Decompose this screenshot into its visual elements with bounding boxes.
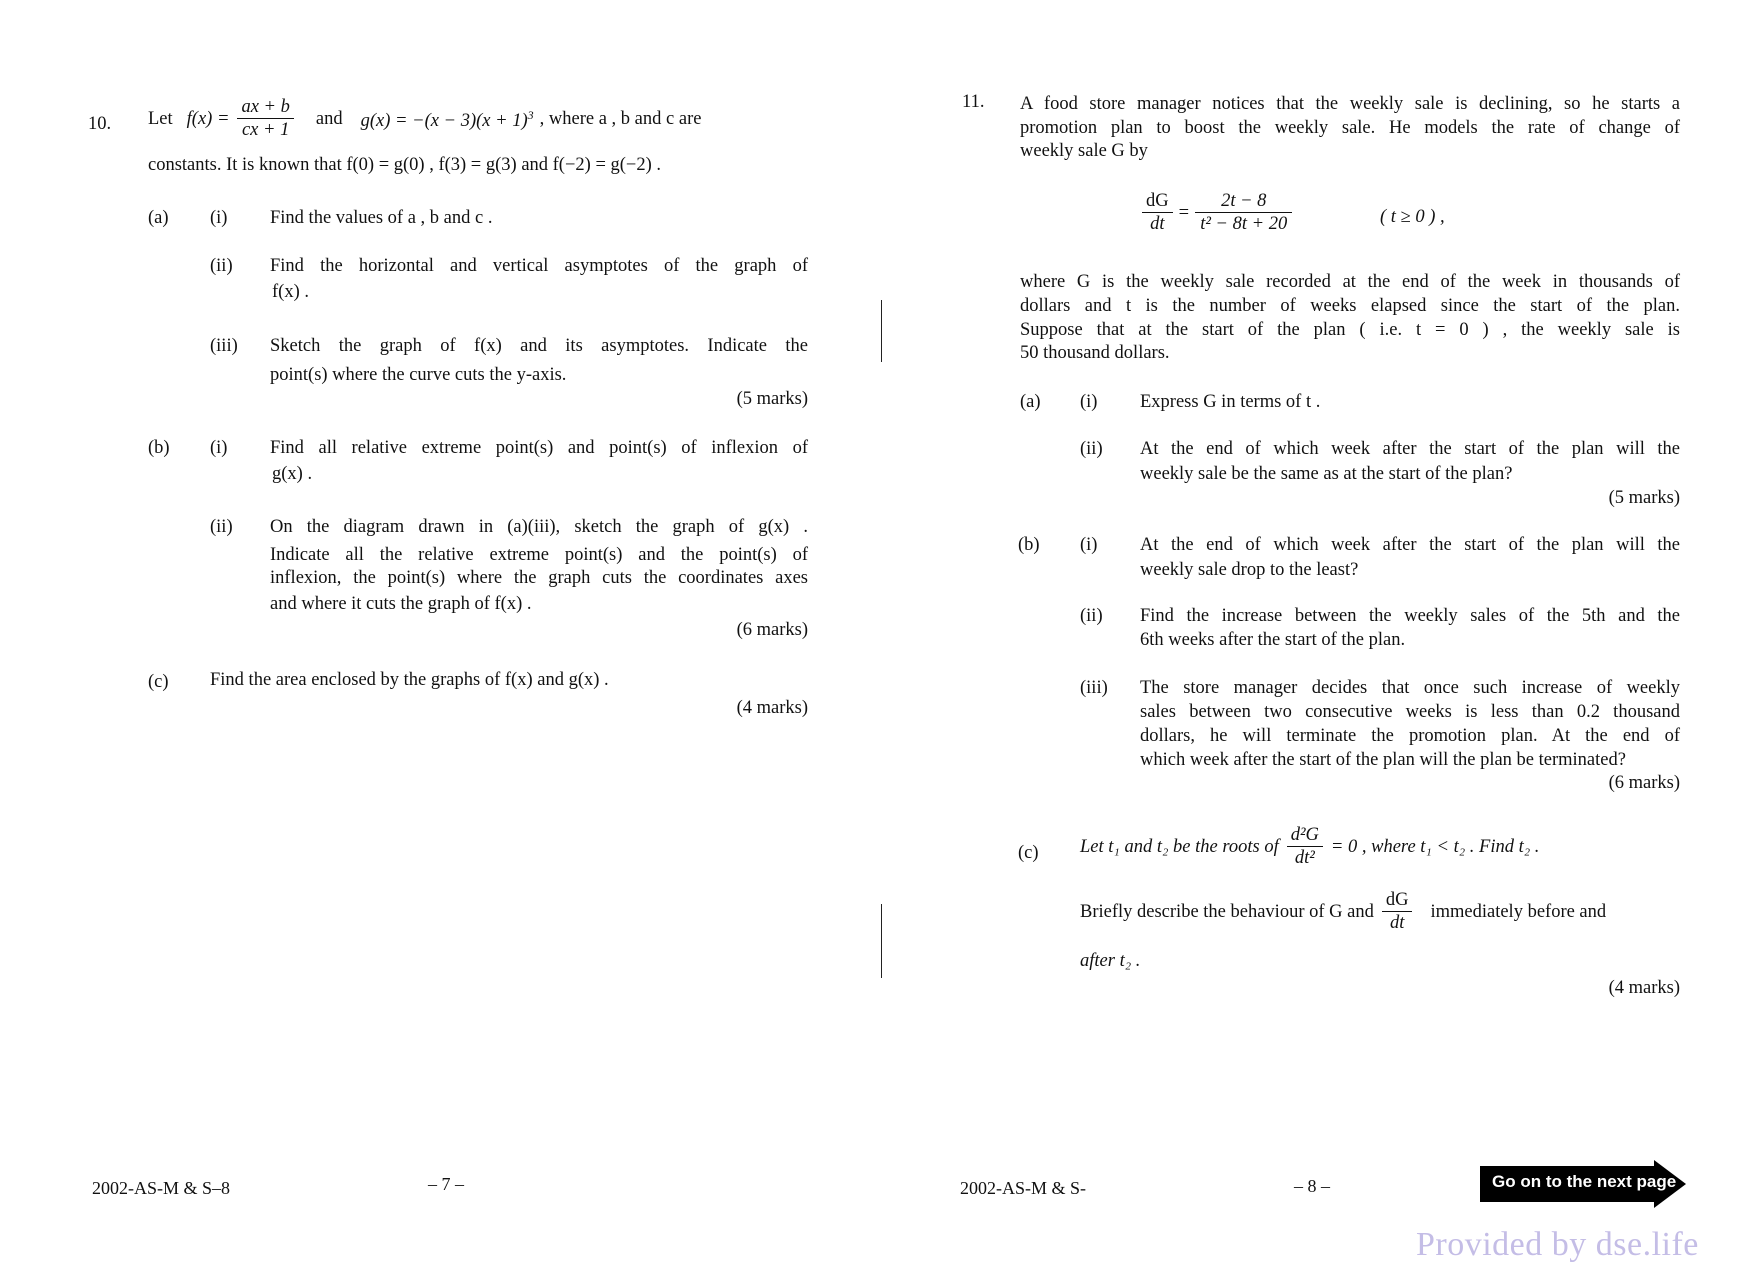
q11-c-frac-num: d²G [1287,824,1323,847]
q10-f-denominator: cx + 1 [241,120,290,140]
q10-line2: constants. It is known that f(0) = g(0) , f(3) = g(3) and f(−2) = g(−2) . [148,155,662,175]
q10-let: Let [148,108,173,129]
q10-a-ii-text2: f(x) . [272,282,309,302]
q10-b-i-text2: g(x) . [272,464,313,484]
next-page-label: Go on to the next page [1492,1172,1677,1191]
q11-c-frac2-num: dG [1382,889,1413,912]
q10-c-label: (c) [148,672,169,692]
q10-a-i-text: Find the values of a , b and c . [270,208,493,228]
q10-a-label: (a) [148,208,169,228]
q10-b-i-label: (i) [210,438,228,458]
q11-intro1: A food store manager notices that the weekly sale is declining, so he starts a [1020,94,1680,114]
q11-eq-lhs [1142,190,1173,235]
q11-b-ii-text1: Find the increase between the weekly sales of the 5th and the [1140,606,1680,626]
q10-a-i-label: (i) [210,208,228,228]
q11-eq-lhs-den: dt [1150,214,1165,234]
next-page-arrow [1480,1164,1684,1210]
q11-b-i-text1: At the end of which week after the start of the plan will the [1140,535,1680,555]
q11-where1: where G is the weekly sale recorded at the end of the week in thousands of [1020,272,1680,292]
q11-where2: dollars and t is the number of weeks elapsed since the start of the plan. [1020,296,1680,316]
q10-b-ii-label: (ii) [210,517,233,537]
q11-a-ii-label: (ii) [1080,439,1103,459]
q10-b-ii-text4: and where it cuts the graph of f(x) . [270,594,532,614]
q11-intro3: weekly sale G by [1020,141,1148,161]
q10-c-text: Find the area enclosed by the graphs of f(x) and g(x) . [210,670,609,690]
q10-a-iii-text2: point(s) where the curve cuts the y-axis. [270,365,567,385]
q11-b-marks: (6 marks) [1608,773,1680,793]
q11-b-iii-text2: sales between two consecutive weeks is less than 0.2 thousand [1140,702,1680,722]
q11-b-iii-text1: The store manager decides that once such increase of weekly [1140,678,1680,698]
q10-b-marks: (6 marks) [736,620,808,640]
right-footer-page: – 8 – [1294,1176,1330,1196]
q11-where4: 50 thousand dollars. [1020,343,1170,363]
q11-eq-lhs-num: dG [1142,190,1173,213]
q11-eq-condition: ( t ≥ 0 ) , [1380,207,1445,227]
q11-number: 11. [962,92,985,112]
q11-c-frac-den: dt² [1294,848,1315,868]
q11-c-text3: after t₂ . [1080,951,1141,971]
q10-and: and [315,108,343,129]
q11-c-frac2-den: dt [1389,913,1405,933]
right-footer-code: 2002-AS-M & S- [960,1178,1087,1198]
q11-c-text2b: immediately before and [1430,901,1607,922]
watermark: Provided by dse.life [1416,1226,1699,1263]
q11-b-iii-label: (iii) [1080,678,1108,698]
q11-eq-rhs [1195,190,1292,235]
q11-c-first-derivative [1382,889,1413,934]
q11-a-label: (a) [1020,392,1041,412]
q11-a-marks: (5 marks) [1608,488,1680,508]
gutter-mark [881,904,882,978]
q10-b-ii-text3: inflexion, the point(s) where the graph cuts the coordinates axes [270,568,808,588]
q11-b-label: (b) [1018,535,1040,555]
q10-a-ii-text1: Find the horizontal and vertical asymptotes of the graph of [270,256,808,276]
q11-intro2: promotion plan to boost the weekly sale. He models the rate of change of [1020,118,1680,138]
q11-c-text2a: Briefly describe the behaviour of G and [1080,901,1374,922]
left-footer-page: – 7 – [428,1174,464,1194]
q11-b-i-text2: weekly sale drop to the least? [1140,560,1359,580]
gutter-mark [881,300,882,362]
q10-b-ii-text1: On the diagram drawn in (a)(iii), sketch the graph of g(x) . [270,517,808,537]
q11-a-ii-text2: weekly sale be the same as at the start of the plan? [1140,464,1513,484]
q11-b-iii-text4: which week after the start of the plan will the plan be terminated? [1140,750,1626,770]
q10-a-iii-label: (iii) [210,336,238,356]
q11-b-ii-text2: 6th weeks after the start of the plan. [1140,630,1406,650]
q11-c-marks: (4 marks) [1608,978,1680,998]
q10-a-iii-text1: Sketch the graph of f(x) and its asymptotes. Indicate the [270,336,808,356]
q11-a-ii-text1: At the end of which week after the start of the plan will the [1140,439,1680,459]
q11-b-i-label: (i) [1080,535,1098,555]
q10-where: , where a , b and c are [539,108,702,129]
q11-c-text1a: Let t₁ and t₂ be the roots of [1080,836,1279,857]
q10-b-label: (b) [148,438,170,458]
q10-number: 10. [88,114,112,134]
q10-intro [148,96,701,141]
q11-a-i-label: (i) [1080,392,1098,412]
q10-f-numerator: ax + b [237,96,293,119]
q10-b-i-text1: Find all relative extreme point(s) and point(s) of inflexion of [270,438,808,458]
q11-where3: Suppose that at the start of the plan ( i.e. t = 0 ) , the weekly sale is [1020,320,1680,340]
q10-c-marks: (4 marks) [736,698,808,718]
q10-f-lhs: f(x) = [186,108,230,129]
q11-a-i-text: Express G in terms of t . [1140,392,1321,412]
q11-c-second-derivative [1287,824,1323,869]
q11-c-label: (c) [1018,843,1039,863]
left-footer-code: 2002-AS-M & S–8 [92,1178,231,1198]
q11-eq-rhs-num: 2t − 8 [1195,190,1292,213]
q10-a-marks: (5 marks) [736,389,808,409]
q10-f-fraction [237,96,293,141]
q11-b-ii-label: (ii) [1080,606,1103,626]
q11-equation: $\frac{dG}{dt}$ = $\frac{2t - 8}{\text{t² − 8t + 20}}$ [1140,190,1294,235]
q11-c-line2 [1080,889,1606,934]
q11-eq-rhs-den: t² − 8t + 20 [1200,214,1288,234]
q10-g-def: $g(x) = -(x - 3)(x + 1)^3$ [360,108,534,132]
q10-a-ii-label: (ii) [210,256,233,276]
q10-b-ii-text2: Indicate all the relative extreme point(s) and the point(s) of [270,545,808,565]
q11-b-iii-text3: dollars, he will terminate the promotion plan. At the end of [1140,726,1680,746]
q11-c-line1 [1080,824,1539,869]
q11-c-text1b: = 0 , where t₁ < t₂ . Find t₂ . [1330,836,1540,857]
